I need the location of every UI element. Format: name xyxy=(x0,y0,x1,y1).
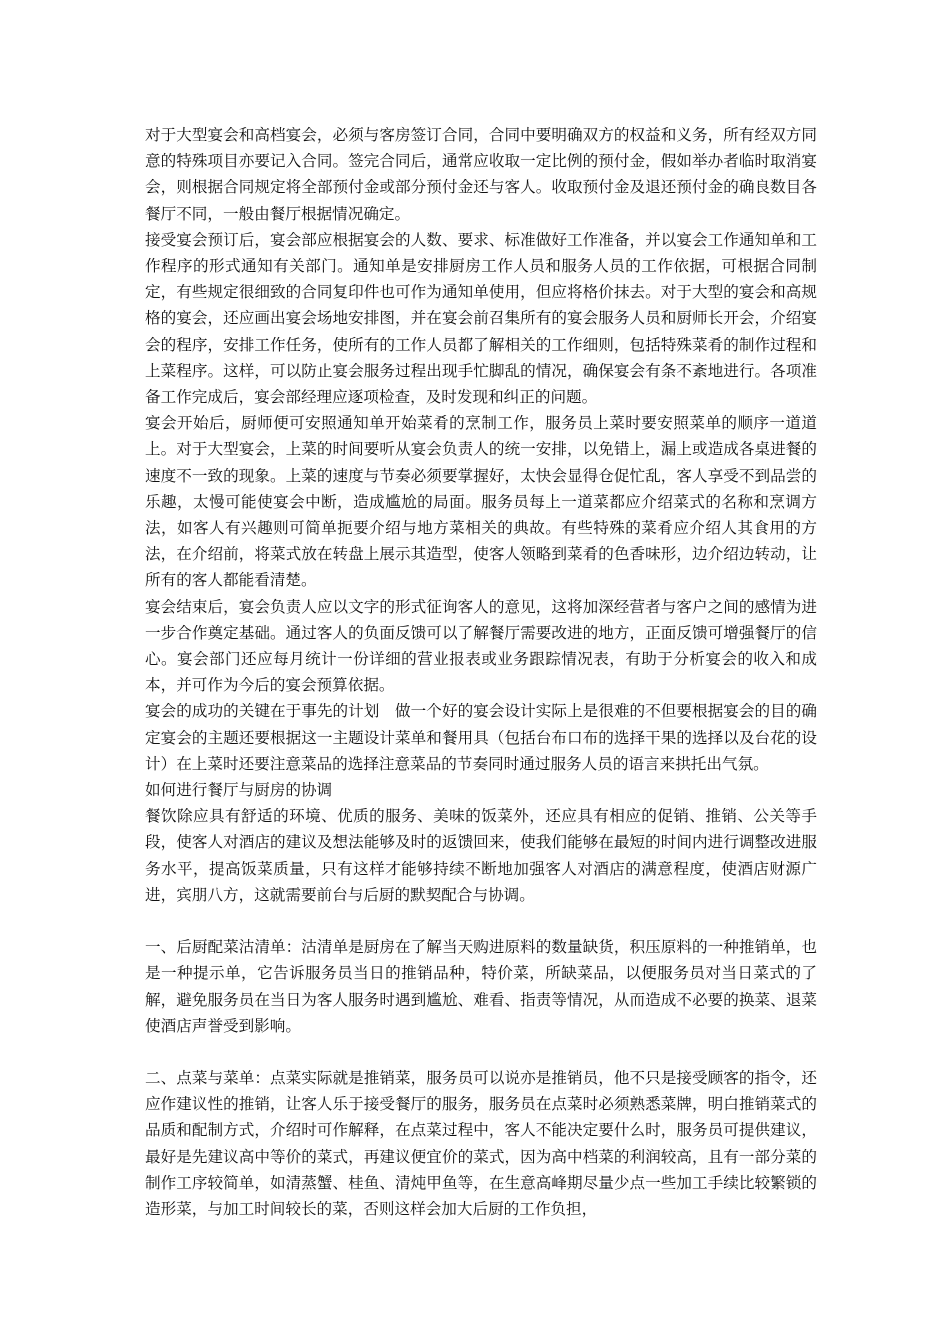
paragraph-spacer xyxy=(145,1039,817,1065)
paragraph-banquet-planning: 宴会的成功的关键在于事先的计划 做一个好的宴会设计实际上是很难的不但要根据宴会的目的确定宴会的主题还要根据这一主题设计菜单和餐用具（包括台布口布的选择干果的选择以及台花的设计）在上菜时还要注意菜品的选择注意菜品的节奏同时通过服务人员的语言来拱托出气氛。 xyxy=(145,702,817,773)
paragraph-banquet-feedback: 宴会结束后，宴会负责人应以文字的形式征询客人的意见，这将加深经营者与客户之间的感情为进一步合作奠定基础。通过客人的负面反馈可以了解餐厅需要改进的地方，正面反馈可增强餐厅的信心。宴会部门还应每月统计一份详细的营业报表或业务跟踪情况表，有助于分析宴会的收入和成本，并可作为今后的宴会预算依据。 xyxy=(145,597,817,695)
paragraph-spacer xyxy=(145,908,817,934)
paragraph-coordination-intro: 餐饮除应具有舒适的环境、优质的服务、美味的饭菜外，还应具有相应的促销、推销、公关等手段，使客人对酒店的建议及想法能够及时的返馈回来，使我们能够在最短的时间内进行调整改进服务水平，提高饭菜质量，只有这样才能够持续不断地加强客人对酒店的满意程度，使酒店财源广进，宾朋八方，这就需要前台与后厨的默契配合与协调。 xyxy=(145,807,817,904)
paragraph-ordering-menu: 二、点菜与菜单：点菜实际就是推销菜，服务员可以说亦是推销员，他不只是接受顾客的指令，还应作建议性的推销，让客人乐于接受餐厅的服务，服务员在点菜时必须熟悉菜牌，明白推销菜式的品质和配制方式，介绍时可作解释，在点菜过程中，客人不能决定要什么时，服务员可提供建议，最好是先建议高中等价的菜式，再建议便宜价的菜式，因为高中档菜的利润较高，且有一部分菜的制作工序较简单，如清蒸蟹、桂鱼、清炖甲鱼等，在生意高峰期尽量少点一些加工手续比较繁锁的造形菜，与加工时间较长的菜，否则这样会加大后厨的工作负担， xyxy=(145,1068,817,1218)
section-heading: 如何进行餐厅与厨房的协调 xyxy=(145,781,333,800)
paragraph-stock-list: 一、后厨配菜沽清单：沽清单是厨房在了解当天购进原料的数量缺货，积压原料的一种推销单，也是一种提示单，它告诉服务员当日的推销品种，特价菜，所缺菜品，以便服务员对当日菜式的了解，避免服务员在当日为客人服务时遇到尴尬、难看、指责等情况，从而造成不必要的换菜、退菜使酒店声誉受到影响。 xyxy=(145,938,817,1035)
paragraph-banquet-preparation: 接受宴会预订后，宴会部应根据宴会的人数、要求、标准做好工作准备，并以宴会工作通知单和工作程序的形式通知有关部门。通知单是安排厨房工作人员和服务人员的工作依据，可根据合同制定，有些规定很细致的合同复印件也可作为通知单使用，但应将格价抹去。对于大型的宴会和高规格的宴会，还应画出宴会场地安排图，并在宴会前召集所有的宴会服务人员和厨师长开会，介绍宴会的程序，安排工作任务，使所有的工作人员都了解相关的工作细则，包括特殊菜肴的制作过程和上菜程序。这样，可以防止宴会服务过程出现手忙脚乱的情况，确保宴会有条不紊地进行。各项准备工作完成后，宴会部经理应逐项检查，及时发现和纠正的问题。 xyxy=(145,230,817,407)
paragraph-banquet-service: 宴会开始后，厨师便可安照通知单开始菜肴的烹制工作，服务员上菜时要安照菜单的顺序一道道上。对于大型宴会，上菜的时间要听从宴会负责人的统一安排，以免错上，漏上或造成各桌进餐的速度不一致的现象。上菜的速度与节奏必须要掌握好，太快会显得仓促忙乱，客人享受不到品尝的乐趣，太慢可能使宴会中断，造成尴尬的局面。服务员每上一道菜都应介绍菜式的名称和烹调方法，如客人有兴趣则可简单扼要介绍与地方菜相关的典故。有些特殊的菜肴应介绍人其食用的方法，在介绍前，将菜式放在转盘上展示其造型，使客人领略到菜肴的色香味形，边介绍边转动，让所有的客人都能看清楚。 xyxy=(145,414,817,590)
paragraph-banquet-contract: 对于大型宴会和高档宴会，必须与客房签订合同，合同中要明确双方的权益和义务，所有经双方同意的特殊项目亦要记入合同。签完合同后，通常应收取一定比例的预付金，假如举办者临时取消宴会，则根据合同规定将全部预付金或部分预付金还与客人。收取预付金及退还预付金的确良数目各餐厅不同，一般由餐厅根据情况确定。 xyxy=(145,126,817,223)
document-body xyxy=(145,122,817,1222)
